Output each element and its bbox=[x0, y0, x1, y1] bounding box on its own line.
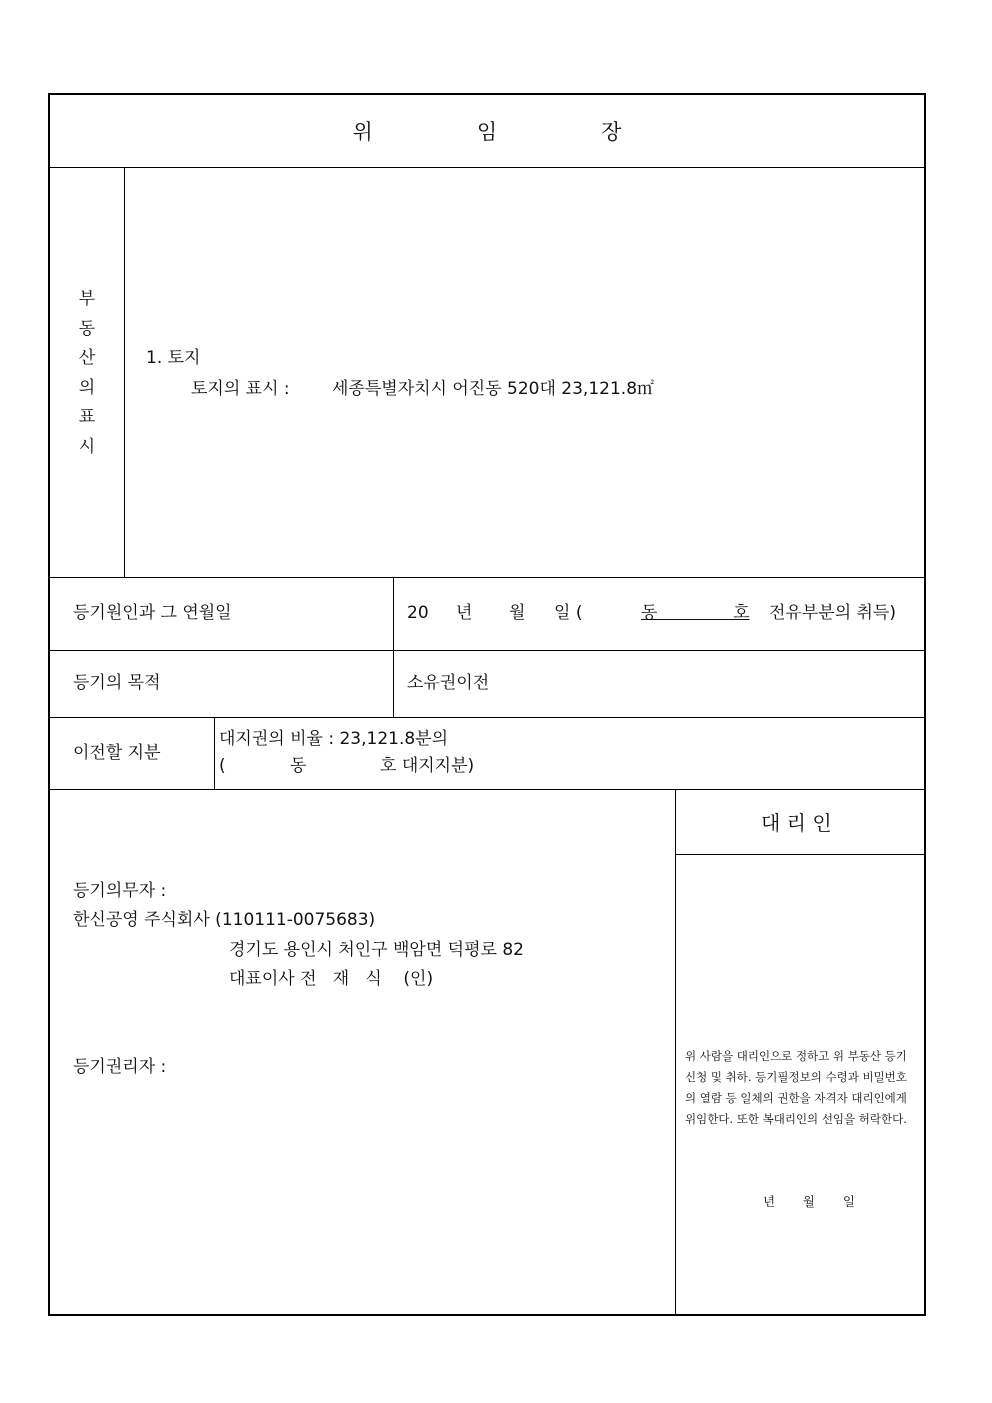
cause-day: 일 ( bbox=[554, 603, 583, 623]
divider bbox=[393, 577, 394, 717]
cause-year: 년 bbox=[456, 603, 473, 623]
agent-date-day: 일 bbox=[842, 1194, 855, 1209]
land-value: 세종특별자치시 어진동 520대 23,121.8㎡ bbox=[332, 379, 655, 399]
purpose-value: 소유권이전 bbox=[407, 673, 490, 693]
agent-date bbox=[763, 1192, 855, 1210]
agent-notice: 위 사람을 대리인으로 정하고 위 부동산 등기신청 및 취하. 등기필정보의 수령과 비밀번호의 열람 등 일체의 권한을 자격자 대리인에게 위임한다. 또한 복대리인의 선임을 허락한다. bbox=[685, 1049, 907, 1126]
divider bbox=[50, 167, 924, 168]
agent-date-month: 월 bbox=[802, 1194, 815, 1209]
cause-year-prefix: 20 bbox=[407, 603, 429, 623]
title-char: 임 bbox=[476, 120, 498, 144]
divider bbox=[124, 167, 125, 577]
divider bbox=[675, 854, 924, 855]
title-char: 위 bbox=[352, 120, 373, 144]
land-label: 토지의 표시 : bbox=[191, 379, 290, 399]
purpose-label: 등기의 목적 bbox=[73, 673, 161, 693]
divider bbox=[50, 577, 924, 578]
share-label: 이전할 지분 bbox=[73, 743, 161, 763]
holder-label: 등기권리자 : bbox=[73, 1057, 167, 1077]
form-title bbox=[50, 95, 924, 167]
obligor-label: 등기의무자 : bbox=[73, 881, 167, 901]
obligor-representative: 대표이사 전 재 식 (인) bbox=[229, 969, 434, 989]
divider bbox=[50, 650, 924, 651]
obligor-address: 경기도 용인시 처인구 백암면 덕평로 82 bbox=[229, 940, 524, 960]
share-open-paren: ( bbox=[219, 756, 226, 776]
divider bbox=[214, 717, 215, 789]
share-ho-suffix: 호 대지지분) bbox=[380, 756, 475, 776]
agent-header: 대 리 인 bbox=[761, 811, 832, 835]
obligor-company: 한신공영 주식회사 (110111-0075683) bbox=[73, 910, 376, 930]
cause-suffix: 전유부분의 취득) bbox=[769, 603, 896, 623]
divider bbox=[675, 789, 676, 1316]
agent-date-year: 년 bbox=[763, 1194, 776, 1209]
power-of-attorney-form bbox=[48, 93, 926, 1316]
property-label: 부 동 산 의 표 시 bbox=[78, 289, 96, 457]
divider bbox=[50, 717, 924, 718]
cause-ho: 호 bbox=[733, 603, 750, 623]
cause-label: 등기원인과 그 연월일 bbox=[73, 603, 232, 623]
cause-month: 월 bbox=[509, 603, 526, 623]
title-char: 장 bbox=[601, 120, 622, 144]
cause-dong: 동 bbox=[641, 603, 658, 623]
property-item-no: 1. 토지 bbox=[146, 348, 201, 368]
share-dong: 동 bbox=[290, 756, 307, 776]
cause-dong-ho bbox=[641, 603, 750, 623]
divider bbox=[50, 789, 924, 790]
share-ratio: 대지권의 비율 : 23,121.8분의 bbox=[219, 729, 449, 749]
